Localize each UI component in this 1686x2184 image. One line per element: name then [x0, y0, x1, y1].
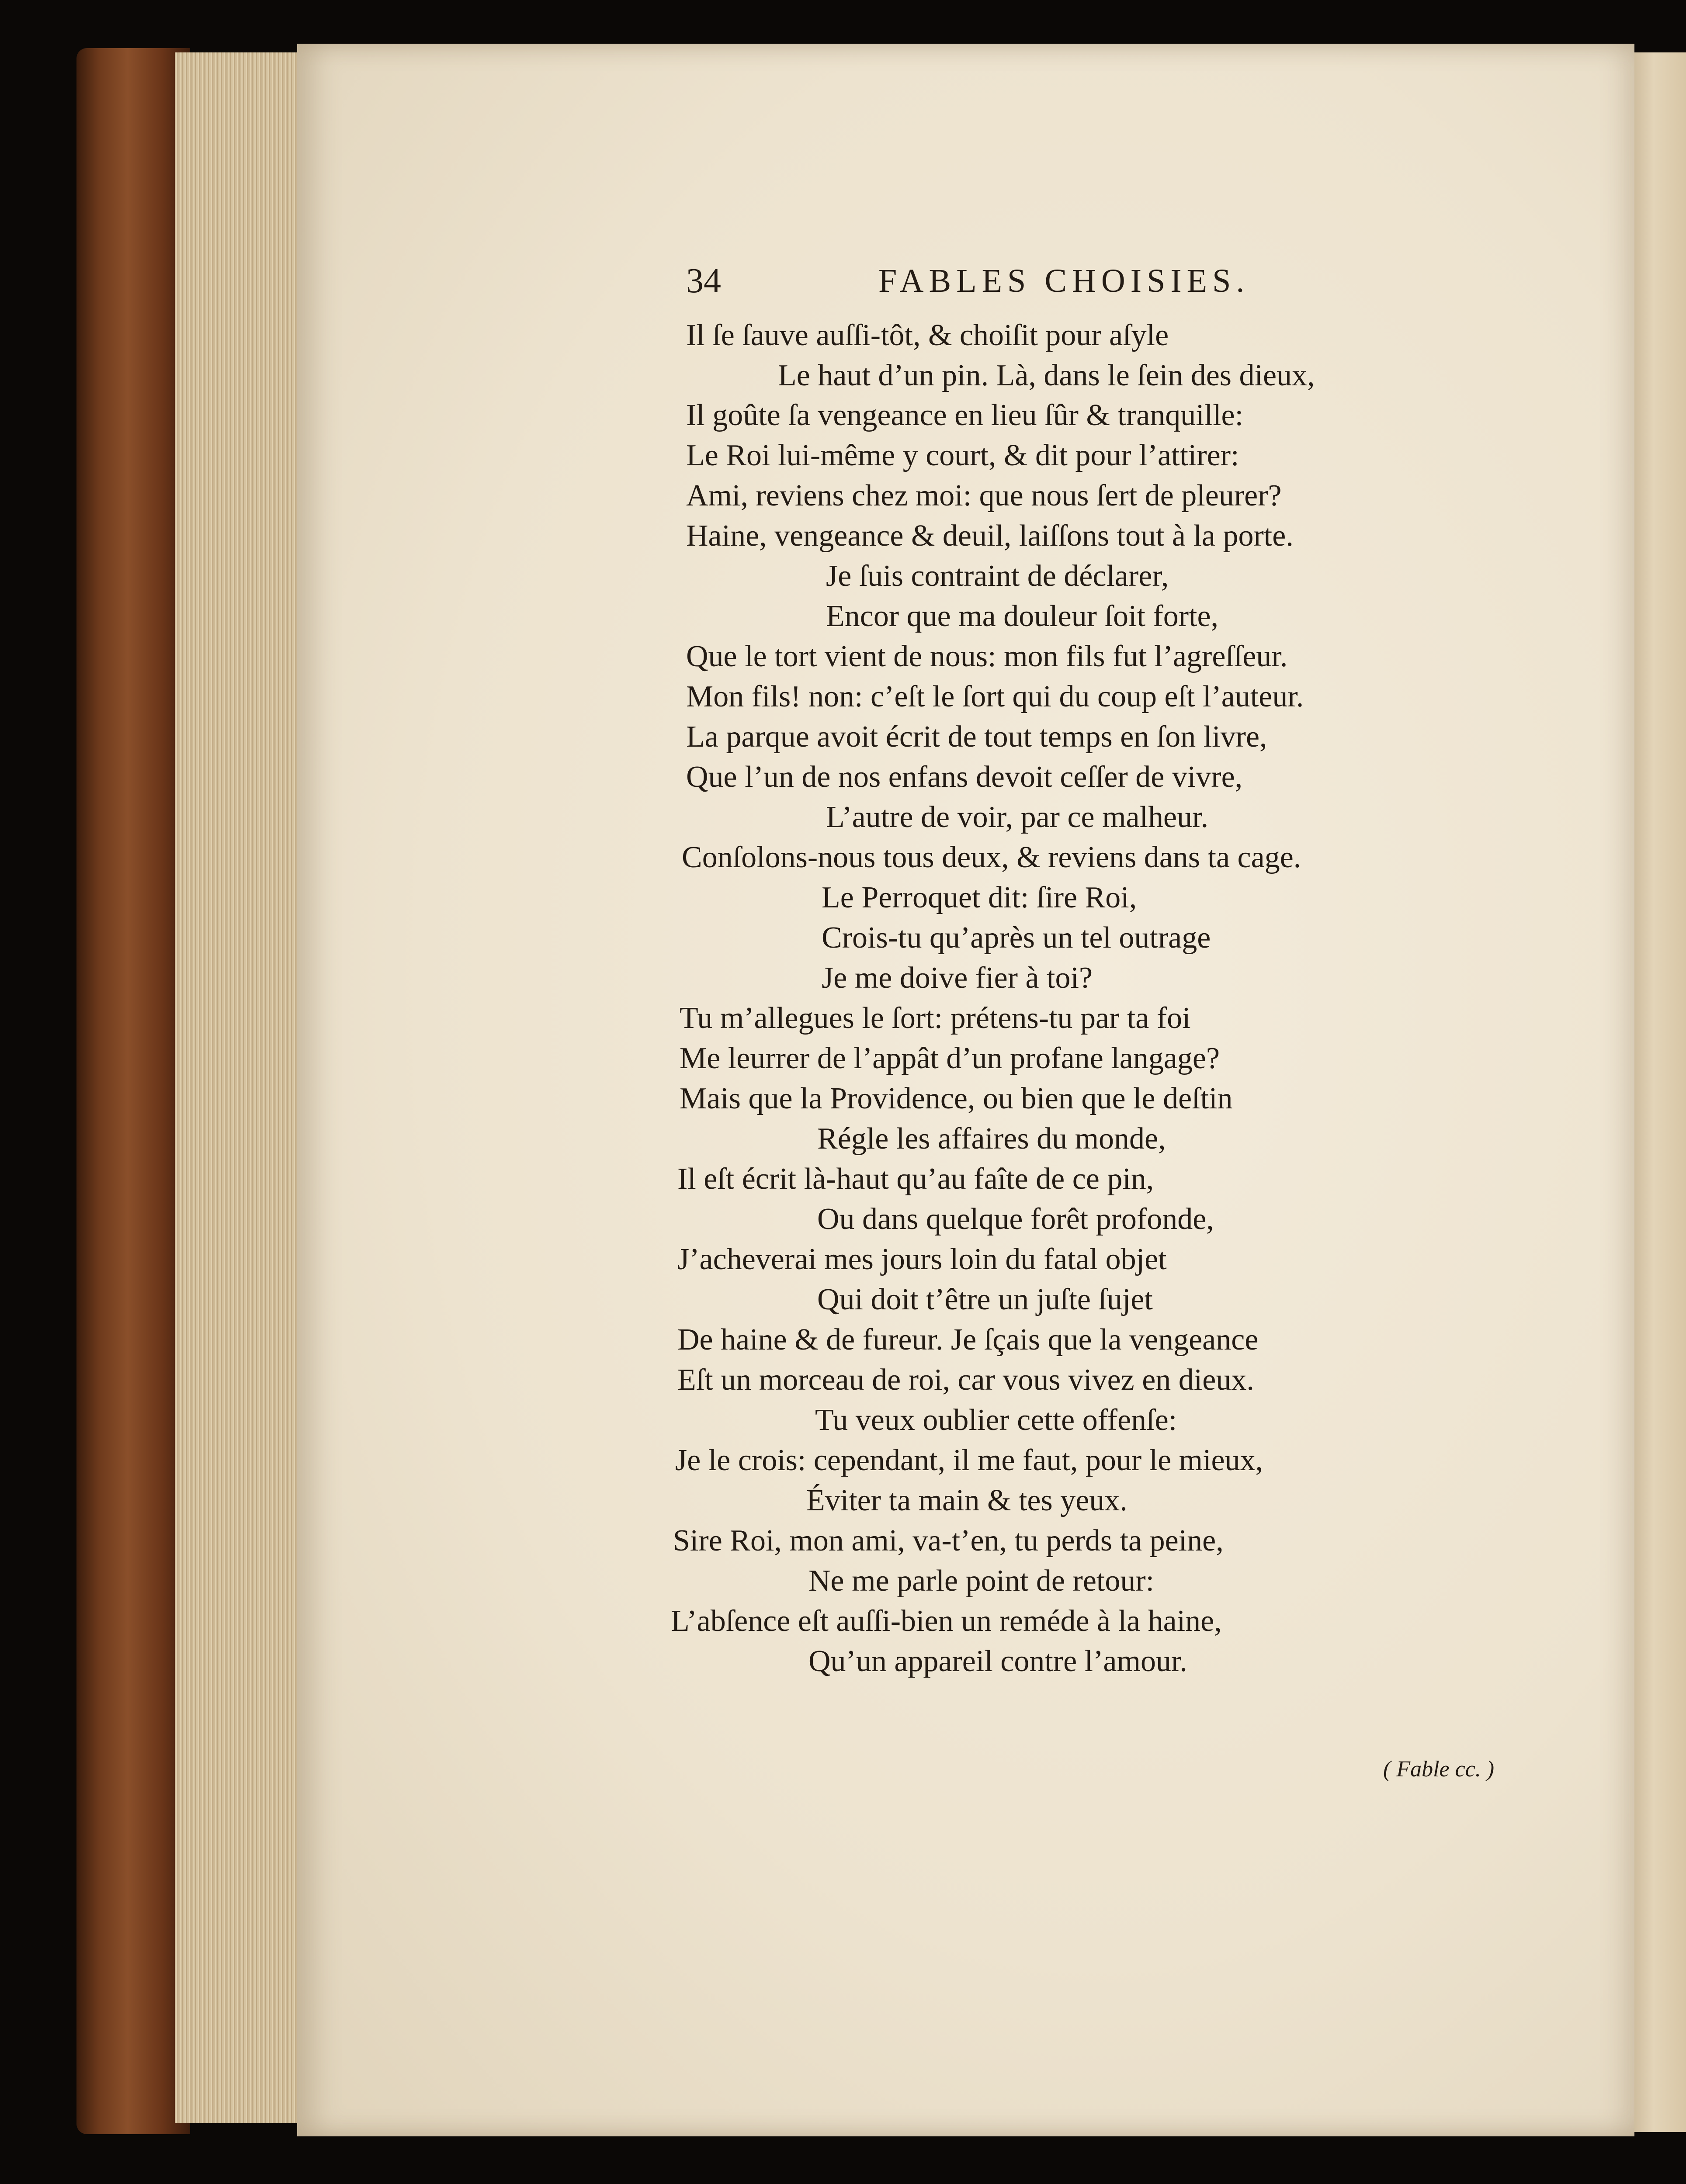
verse-line: Encor que ma douleur ſoit forte,: [826, 599, 1219, 633]
verse-line: Haine, vengeance & deuil, laiſſons tout à la porte.: [686, 519, 1294, 553]
verse-line: Le Roi lui-même y court, & dit pour l’attirer:: [686, 439, 1239, 472]
running-title: FABLES CHOISIES.: [878, 263, 1250, 299]
book-page: [297, 44, 1634, 2136]
verse-line: Il eſt écrit là-haut qu’au faîte de ce pin,: [677, 1162, 1154, 1196]
verse-line: Sire Roi, mon ami, va-t’en, tu perds ta peine,: [673, 1524, 1224, 1558]
book-binding: [76, 48, 190, 2134]
verse-line: Ami, reviens chez moi: que nous ſert de pleurer?: [686, 479, 1282, 512]
verse-line: L’abſence eſt auſſi-bien un reméde à la haine,: [671, 1604, 1222, 1638]
verse-line: Je le crois: cependant, il me faut, pour le mieux,: [675, 1443, 1263, 1477]
facing-page-edge: [1632, 52, 1686, 2132]
verse-line: Le haut d’un pin. Là, dans le ſein des dieux,: [778, 359, 1315, 392]
page-number: 34: [686, 262, 721, 300]
verse-line: Que l’un de nos enfans devoit ceſſer de vivre,: [686, 760, 1243, 794]
verse-line: La parque avoit écrit de tout temps en ſon livre,: [686, 720, 1267, 754]
verse-line: Éviter ta main & tes yeux.: [806, 1484, 1127, 1517]
running-head: [686, 261, 1333, 301]
verse-line: Le Perroquet dit: ſire Roi,: [822, 881, 1137, 914]
page-edges: [175, 52, 306, 2123]
verse-line: Qui doit t’être un juſte ſujet: [817, 1283, 1153, 1316]
verse-line: Je ſuis contraint de déclarer,: [826, 559, 1169, 593]
verse-line: Me leurrer de l’appât d’un profane langage?: [680, 1042, 1220, 1075]
verse-line: De haine & de fureur. Je ſçais que la vengeance: [677, 1323, 1259, 1357]
verse-line: Mais que la Providence, ou bien que le deſtin: [680, 1082, 1233, 1115]
verse-line: Mon fils! non: c’eſt le ſort qui du coup eſt l’auteur.: [686, 680, 1304, 713]
verse-line: Que le tort vient de nous: mon fils fut l’agreſſeur.: [686, 640, 1288, 673]
verse-line: Crois-tu qu’après un tel outrage: [822, 921, 1211, 955]
verse-line: Il ſe ſauve auſſi-tôt, & choiſit pour aſyle: [686, 318, 1169, 352]
verse-line: Je me doive fier à toi?: [822, 961, 1093, 995]
verse-line: Qu’un appareil contre l’amour.: [808, 1644, 1187, 1678]
verse-line: Tu veux oublier cette offenſe:: [815, 1403, 1177, 1437]
verse-line: Conſolons-nous tous deux, & reviens dans ta cage.: [682, 841, 1301, 874]
verse-line: Ne me parle point de retour:: [808, 1564, 1155, 1598]
verse-line: J’acheverai mes jours loin du fatal objet: [677, 1243, 1167, 1276]
verse-line: Tu m’allegues le ſort: prétens-tu par ta foi: [680, 1001, 1191, 1035]
verse-line: L’autre de voir, par ce malheur.: [826, 800, 1209, 834]
verse-line: Régle les affaires du monde,: [817, 1122, 1166, 1156]
fable-reference: ( Fable cc. ): [1383, 1757, 1495, 1782]
verse-line: Il goûte ſa vengeance en lieu ſûr & tranquille:: [686, 398, 1244, 432]
verse-line: Ou dans quelque forêt profonde,: [817, 1202, 1214, 1236]
verse-line: Eſt un morceau de roi, car vous vivez en dieux.: [677, 1363, 1254, 1397]
